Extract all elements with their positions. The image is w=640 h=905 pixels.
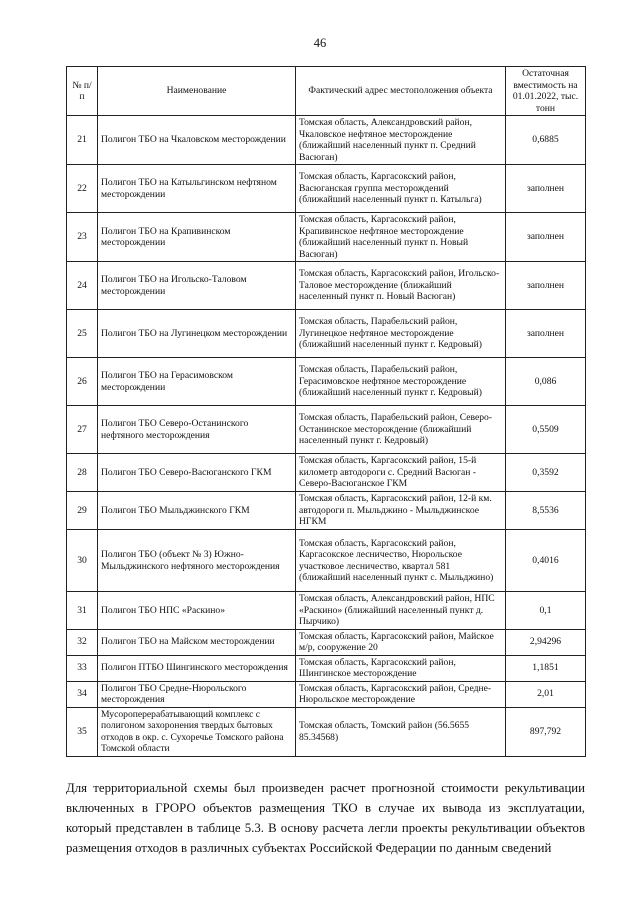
- cell-capacity: 897,792: [506, 707, 586, 756]
- cell-address: Томская область, Каргасокский район, Средне-Нюрольское месторождение: [296, 681, 506, 707]
- cell-address: Томская область, Парабельский район, Северо-Останинское месторождение (ближайший населенный пункт г. Кедровый): [296, 406, 506, 454]
- cell-capacity: 2,01: [506, 681, 586, 707]
- cell-num: 25: [67, 310, 98, 358]
- cell-capacity: 0,086: [506, 358, 586, 406]
- header-capacity: Остаточная вместимость на 01.01.2022, тыс. тонн: [506, 67, 586, 116]
- table-header-row: [67, 67, 586, 116]
- cell-address: Томская область, Каргасокский район, Майское м/р, сооружение 20: [296, 629, 506, 655]
- cell-num: 34: [67, 681, 98, 707]
- table-body: [67, 116, 586, 757]
- cell-capacity: 8,5536: [506, 492, 586, 530]
- cell-capacity: 1,1851: [506, 655, 586, 681]
- table-row: [67, 358, 586, 406]
- cell-address: Томская область, Каргасокский район, Шингинское месторождение: [296, 655, 506, 681]
- cell-num: 22: [67, 165, 98, 213]
- cell-name: Полигон ТБО на Катыльгинском нефтяном месторождении: [98, 165, 296, 213]
- cell-capacity: 0,5509: [506, 406, 586, 454]
- table-row: [67, 655, 586, 681]
- cell-capacity: 0,6885: [506, 116, 586, 165]
- table-row: [67, 310, 586, 358]
- cell-name: Полигон ТБО НПС «Раскино»: [98, 592, 296, 630]
- cell-num: 31: [67, 592, 98, 630]
- cell-name: Полигон ТБО (объект № 3) Южно-Мыльджинского нефтяного месторождения: [98, 530, 296, 592]
- cell-address: Томская область, Александровский район, НПС «Раскино» (ближайший населенный пункт д. Пырчико): [296, 592, 506, 630]
- cell-capacity: 2,94296: [506, 629, 586, 655]
- cell-address: Томская область, Томский район (56.5655 85.34568): [296, 707, 506, 756]
- cell-num: 30: [67, 530, 98, 592]
- cell-address: Томская область, Каргасокский район, Игольско-Таловое месторождение (ближайший населенный пункт п. Новый Васюган): [296, 262, 506, 310]
- cell-num: 21: [67, 116, 98, 165]
- cell-name: Полигон ТБО Средне-Нюрольского месторождения: [98, 681, 296, 707]
- cell-capacity: 0,3592: [506, 454, 586, 492]
- cell-address: Томская область, Парабельский район, Лугинецкое нефтяное месторождение (ближайший населенный пункт г. Кедровый): [296, 310, 506, 358]
- cell-name: Полигон ТБО на Чкаловском месторождении: [98, 116, 296, 165]
- table-row: [67, 629, 586, 655]
- cell-address: Томская область, Каргасокский район, 15-й километр автодороги с. Средний Васюган - Северо-Васюганское ГКМ: [296, 454, 506, 492]
- cell-capacity: заполнен: [506, 213, 586, 262]
- cell-capacity: 0,1: [506, 592, 586, 630]
- cell-num: 27: [67, 406, 98, 454]
- table-row: [67, 262, 586, 310]
- header-address: Фактический адрес местоположения объекта: [296, 67, 506, 116]
- table-row: [67, 492, 586, 530]
- cell-name: Полигон ТБО на Игольско-Таловом месторождении: [98, 262, 296, 310]
- cell-capacity: 0,4016: [506, 530, 586, 592]
- table-row: [67, 681, 586, 707]
- cell-name: Полигон ТБО на Крапивинском месторождении: [98, 213, 296, 262]
- cell-name: Полигон ТБО на Майском месторождении: [98, 629, 296, 655]
- cell-capacity: заполнен: [506, 310, 586, 358]
- table-row: [67, 530, 586, 592]
- cell-num: 33: [67, 655, 98, 681]
- table-row: [67, 406, 586, 454]
- cell-name: Полигон ТБО Северо-Васюганского ГКМ: [98, 454, 296, 492]
- cell-address: Томская область, Парабельский район, Герасимовское нефтяное месторождение (ближайший населенный пункт г. Кедровый): [296, 358, 506, 406]
- table-row: [67, 165, 586, 213]
- cell-num: 32: [67, 629, 98, 655]
- cell-name: Полигон ТБО Северо-Останинского нефтяного месторождения: [98, 406, 296, 454]
- cell-name: Мусороперерабатывающий комплекс с полигоном захоронения твердых бытовых отходов в окр. с. Сухоречье Томского района Томской области: [98, 707, 296, 756]
- cell-num: 35: [67, 707, 98, 756]
- table-row: [67, 592, 586, 630]
- cell-num: 29: [67, 492, 98, 530]
- table-row: [67, 116, 586, 165]
- cell-name: Полигон ТБО Мыльджинского ГКМ: [98, 492, 296, 530]
- cell-capacity: заполнен: [506, 165, 586, 213]
- cell-name: Полигон ТБО на Герасимовском месторождении: [98, 358, 296, 406]
- cell-address: Томская область, Каргасокский район, Крапивинское нефтяное месторождение (ближайший населенный пункт п. Новый Васюган): [296, 213, 506, 262]
- cell-address: Томская область, Каргасокский район, Васюганская группа месторождений (ближайший населенный пункт п. Катыльга): [296, 165, 506, 213]
- cell-name: Полигон ТБО на Лугинецком месторождении: [98, 310, 296, 358]
- cell-num: 23: [67, 213, 98, 262]
- header-name: Наименование: [98, 67, 296, 116]
- cell-num: 24: [67, 262, 98, 310]
- table-row: [67, 707, 586, 756]
- waste-sites-table: [66, 66, 586, 757]
- cell-name: Полигон ПТБО Шингинского месторождения: [98, 655, 296, 681]
- header-num: № п/п: [67, 67, 98, 116]
- body-paragraph: Для территориальной схемы был произведен расчет прогнозной стоимости рекультивации включенных в ГРОРО объектов размещения ТКО в случае их вывода из эксплуатации, который представлен в таблице 5.3. В основу расчета легли проекты рекультивации объектов размещения отходов в различных субъектах Российской Федерации по данным сведений: [66, 781, 585, 855]
- cell-address: Томская область, Каргасокский район, Каргасокское лесничество, Нюрольское участковое лесничество, квартал 581 (ближайший населенный пункт с. Мыльджино): [296, 530, 506, 592]
- cell-capacity: заполнен: [506, 262, 586, 310]
- page-number: 46: [313, 36, 327, 50]
- cell-address: Томская область, Каргасокский район, 12-й км. автодороги п. Мыльджино - Мыльджинское НГКМ: [296, 492, 506, 530]
- cell-address: Томская область, Александровский район, Чкаловское нефтяное месторождение (ближайший населенный пункт п. Средний Васюган): [296, 116, 506, 165]
- cell-num: 26: [67, 358, 98, 406]
- table-row: [67, 454, 586, 492]
- cell-num: 28: [67, 454, 98, 492]
- table-row: [67, 213, 586, 262]
